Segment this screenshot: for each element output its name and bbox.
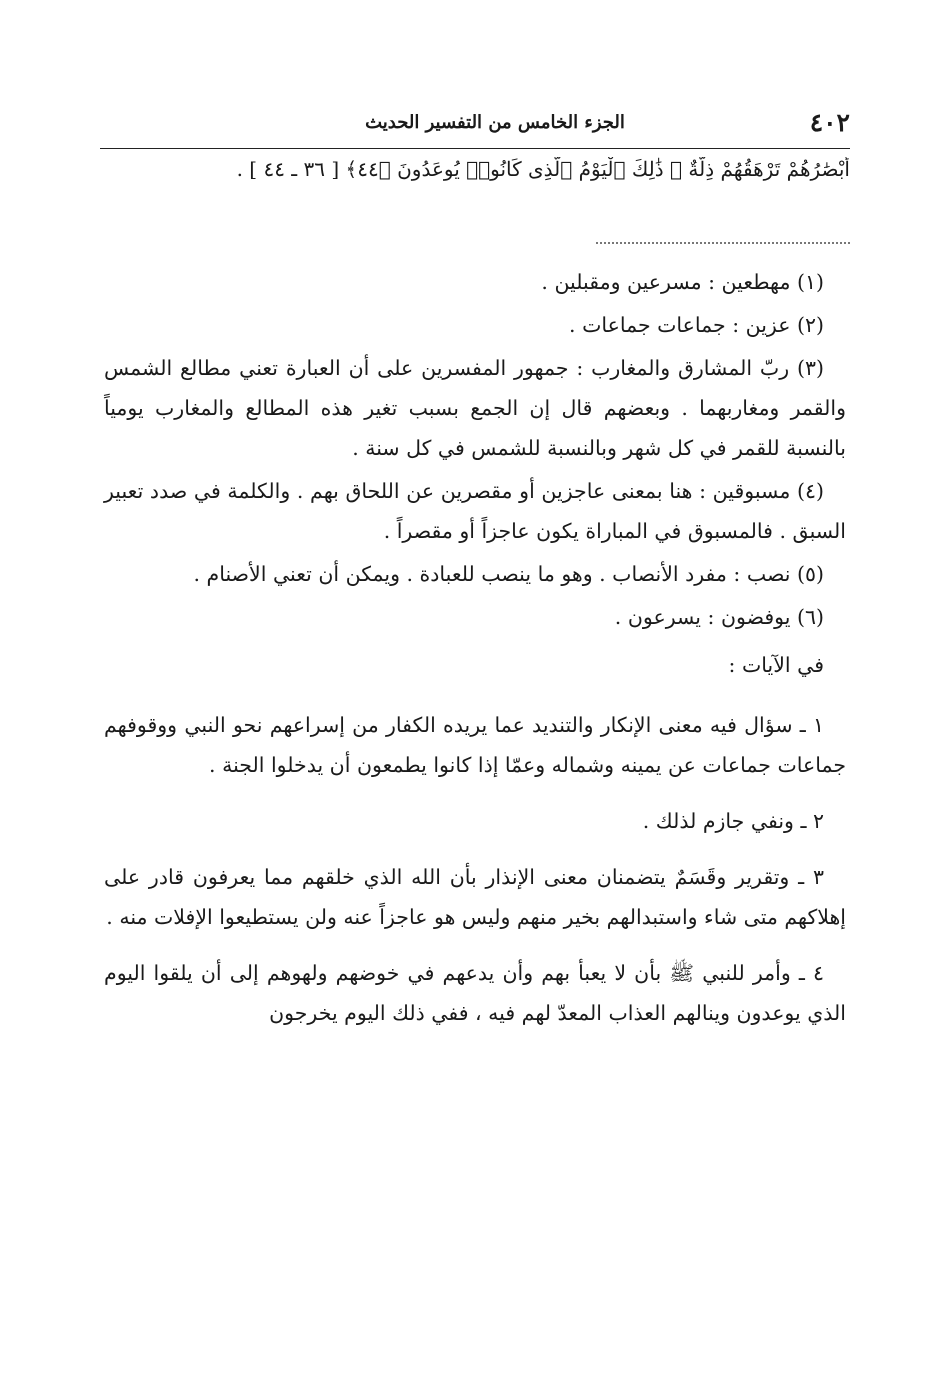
main-text <box>104 262 846 1033</box>
page-number: ٤٠٢ <box>809 108 850 137</box>
point-2: ٢ ـ ونفي جازم لذلك . <box>642 809 824 833</box>
point-4: ٤ ـ وأمر للنبي ﷺ بأن لا يعبأ بهم وأن يدعهم في خوضهم ولهوهم إلى أن يلقوا اليوم الذي يوعدون وينالهم العذاب المعدّ لهم فيه ، ففي ذلك اليوم يخرجون <box>104 961 846 1025</box>
point-1: ١ ـ سؤال فيه معنى الإنكار والتنديد عما يريده الكفار من إسراعهم نحو النبي ووقوفهم جماعات جماعات عن يمينه وشماله وعمّا إذا كانوا يطمعون أن يدخلوا الجنة . <box>104 713 846 777</box>
header-rule <box>100 148 850 149</box>
footnote-2: (٢) عزين : جماعات جماعات . <box>569 313 824 337</box>
footnote-1: (١) مهطعين : مسرعين ومقبلين . <box>541 270 824 294</box>
footnote-separator <box>596 242 850 244</box>
section-heading: في الآيات : <box>728 653 824 677</box>
quran-verse-line: أَبْصَٰرُهُمْ تَرْهَقُهُمْ ذِلَّةٌ ۚ ذَٰلِكَ ٱلْيَوْمُ ٱلَّذِى كَانُوا۟ يُوعَدُونَ ﴿٤٤﴾ [ ٣٦ ـ ٤٤ ] . <box>236 157 850 181</box>
footnote-4: (٤) مسبوقين : هنا بمعنى عاجزين أو مقصرين عن اللحاق بهم . والكلمة في صدد تعبير السبق . فالمسبوق في المباراة يكون عاجزاً أو مقصراً . <box>104 479 846 543</box>
point-3: ٣ ـ وتقرير وقَسَمٌ يتضمنان معنى الإنذار بأن الله الذي خلقهم مما يعرفون قادر على إهلاكهم متى شاء واستبدالهم بخير منهم وليس هو عاجزاً عنه ولن يستطيعوا الإفلات منه . <box>104 865 846 929</box>
running-title: الجزء الخامس من التفسير الحديث <box>365 112 625 133</box>
footnote-6: (٦) يوفضون : يسرعون . <box>614 605 824 629</box>
page-header <box>100 108 850 148</box>
footnote-3: (٣) ربّ المشارق والمغارب : جمهور المفسرين على أن العبارة تعني مطالع الشمس والقمر ومغاربهما . وبعضهم قال إن الجمع بسبب تغير هذه المطالع والمغارب يومياً بالنسبة للقمر في كل شهر وبالنسبة للشمس في كل سنة . <box>104 356 846 460</box>
footnote-5: (٥) نصب : مفرد الأنصاب . وهو ما ينصب للعبادة . ويمكن أن تعني الأصنام . <box>193 562 824 586</box>
